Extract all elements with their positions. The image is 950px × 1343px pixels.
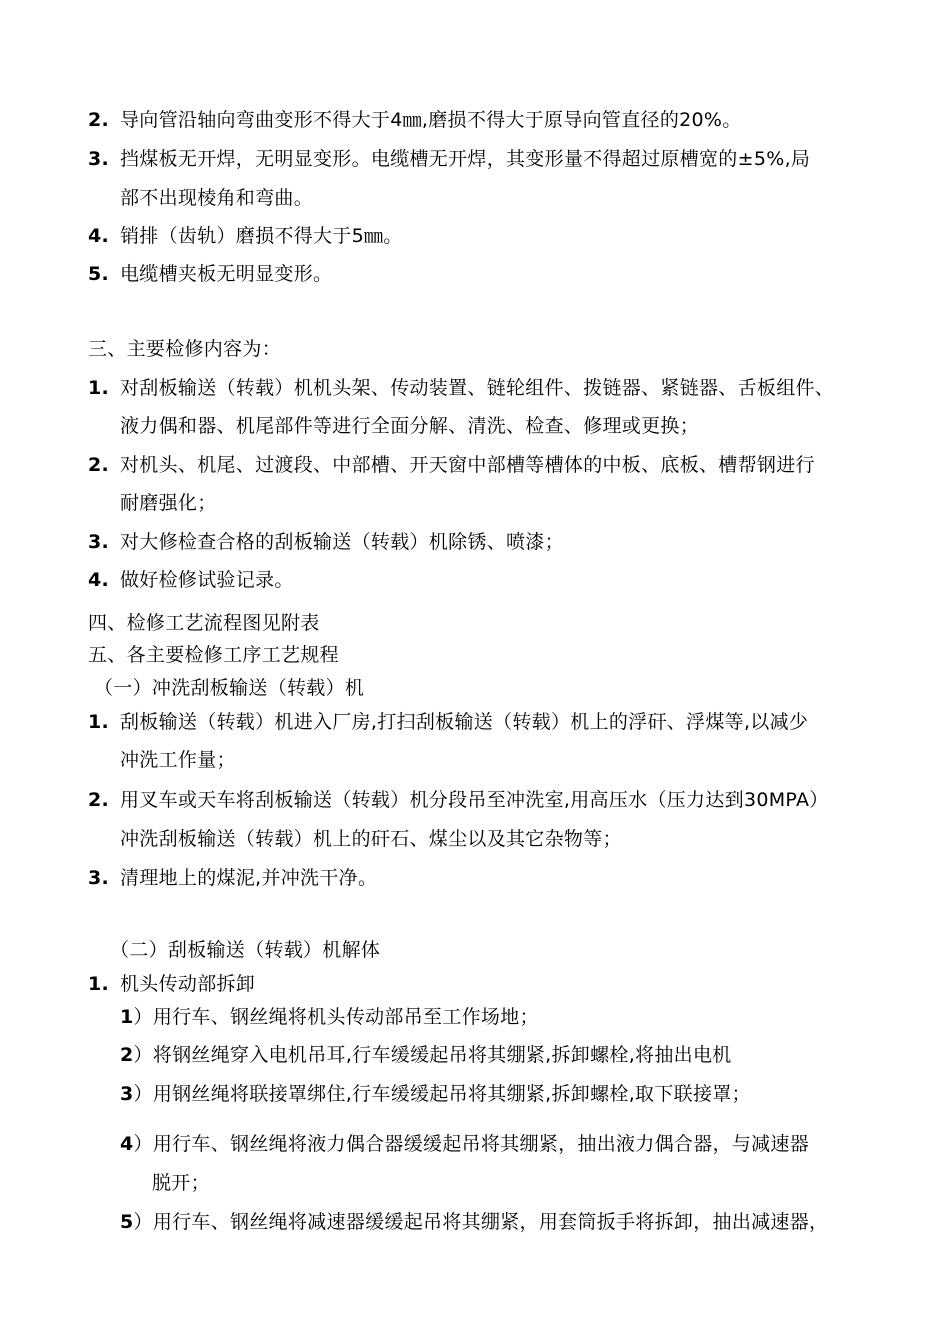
list-item [88, 224, 403, 248]
item-continuation: 液力偶和器、机尾部件等进行全面分解、清洗、检查、修理或更换； [120, 415, 700, 437]
item-number: 3. [88, 867, 110, 889]
list-item [88, 376, 834, 400]
list-item [88, 453, 815, 477]
list-item [88, 530, 564, 554]
step-item [120, 1082, 751, 1106]
item-number: 3. [88, 531, 110, 553]
item-text: 对机头、机尾、过渡段、中部槽、开天窗中部槽等槽体的中板、底板、槽帮钢进行 [120, 454, 815, 476]
step-number: 1 [120, 1006, 134, 1028]
item-text: 做好检修试验记录。 [120, 569, 294, 591]
item-text: 销排（齿轨）磨损不得大于5㎜。 [120, 225, 403, 247]
item-continuation: 冲洗刮板输送（转载）机上的矸石、煤尘以及其它杂物等； [120, 828, 622, 850]
item-continuation: 部不出现棱角和弯曲。 [120, 187, 314, 209]
step-continuation: 脱开； [152, 1172, 210, 1194]
item-text: 电缆槽夹板无明显变形。 [120, 263, 333, 285]
item-number: 2. [88, 789, 110, 811]
section-heading: 五、各主要检修工序工艺规程 [88, 644, 339, 666]
list-item [88, 108, 742, 132]
subsection-heading: （二）刮板输送（转载）机解体 [110, 939, 381, 961]
item-text: 用叉车或天车将刮板输送（转载）机分段吊至冲洗室,用高压水（压力达到30MPA） [120, 789, 829, 811]
step-text: ）将钢丝绳穿入电机吊耳,行车缓缓起吊将其绷紧,拆卸螺栓,将抽出电机 [133, 1044, 732, 1066]
item-text: 对大修检查合格的刮板输送（转载）机除锈、喷漆； [120, 531, 564, 553]
item-continuation: 冲洗工作量； [120, 749, 236, 771]
item-number: 1. [88, 377, 110, 399]
step-item [120, 1132, 809, 1156]
list-item [88, 788, 829, 812]
item-text: 清理地上的煤泥,并冲洗干净。 [120, 867, 378, 889]
list-item [88, 710, 808, 734]
subsection-heading: （一）冲洗刮板输送（转载）机 [94, 677, 365, 699]
item-continuation: 耐磨强化； [120, 492, 217, 514]
list-item [88, 147, 810, 171]
section-heading: 四、检修工艺流程图见附表 [88, 612, 320, 634]
item-text: 机头传动部拆卸 [120, 973, 256, 995]
item-number: 2. [88, 109, 110, 131]
step-text: ）用行车、钢丝绳将液力偶合器缓缓起吊将其绷紧，抽出液力偶合器，与减速器 [133, 1133, 810, 1155]
section-heading: 三、主要检修内容为： [88, 338, 282, 360]
step-item [120, 1210, 828, 1234]
item-text: 挡煤板无开焊，无明显变形。电缆槽无开焊，其变形量不得超过原槽宽的±5%,局 [120, 148, 811, 170]
step-text: ）用行车、钢丝绳将机头传动部吊至工作场地； [133, 1006, 539, 1028]
step-text: ）用行车、钢丝绳将减速器缓缓起吊将其绷紧，用套筒扳手将拆卸，抽出减速器， [133, 1211, 829, 1233]
item-number: 5. [88, 263, 110, 285]
item-text: 导向管沿轴向弯曲变形不得大于4㎜,磨损不得大于原导向管直径的20%。 [120, 109, 742, 131]
step-number: 3 [120, 1083, 134, 1105]
list-item [88, 972, 255, 996]
item-number: 4. [88, 569, 110, 591]
item-text: 刮板输送（转载）机进入厂房,打扫刮板输送（转载）机上的浮矸、浮煤等,以减少 [120, 711, 809, 733]
step-item [120, 1005, 539, 1029]
step-number: 4 [120, 1133, 134, 1155]
list-item [88, 568, 294, 592]
item-number: 3. [88, 148, 110, 170]
item-number: 2. [88, 454, 110, 476]
item-text: 对刮板输送（转载）机机头架、传动装置、链轮组件、拨链器、紧链器、舌板组件、 [120, 377, 835, 399]
item-number: 1. [88, 711, 110, 733]
list-item [88, 262, 332, 286]
step-item [120, 1043, 732, 1067]
item-number: 1. [88, 973, 110, 995]
item-number: 4. [88, 225, 110, 247]
step-number: 2 [120, 1044, 134, 1066]
step-number: 5 [120, 1211, 134, 1233]
step-text: ）用钢丝绳将联接罩绑住,行车缓缓起吊将其绷紧,拆卸螺栓,取下联接罩； [133, 1083, 751, 1105]
list-item [88, 866, 377, 890]
